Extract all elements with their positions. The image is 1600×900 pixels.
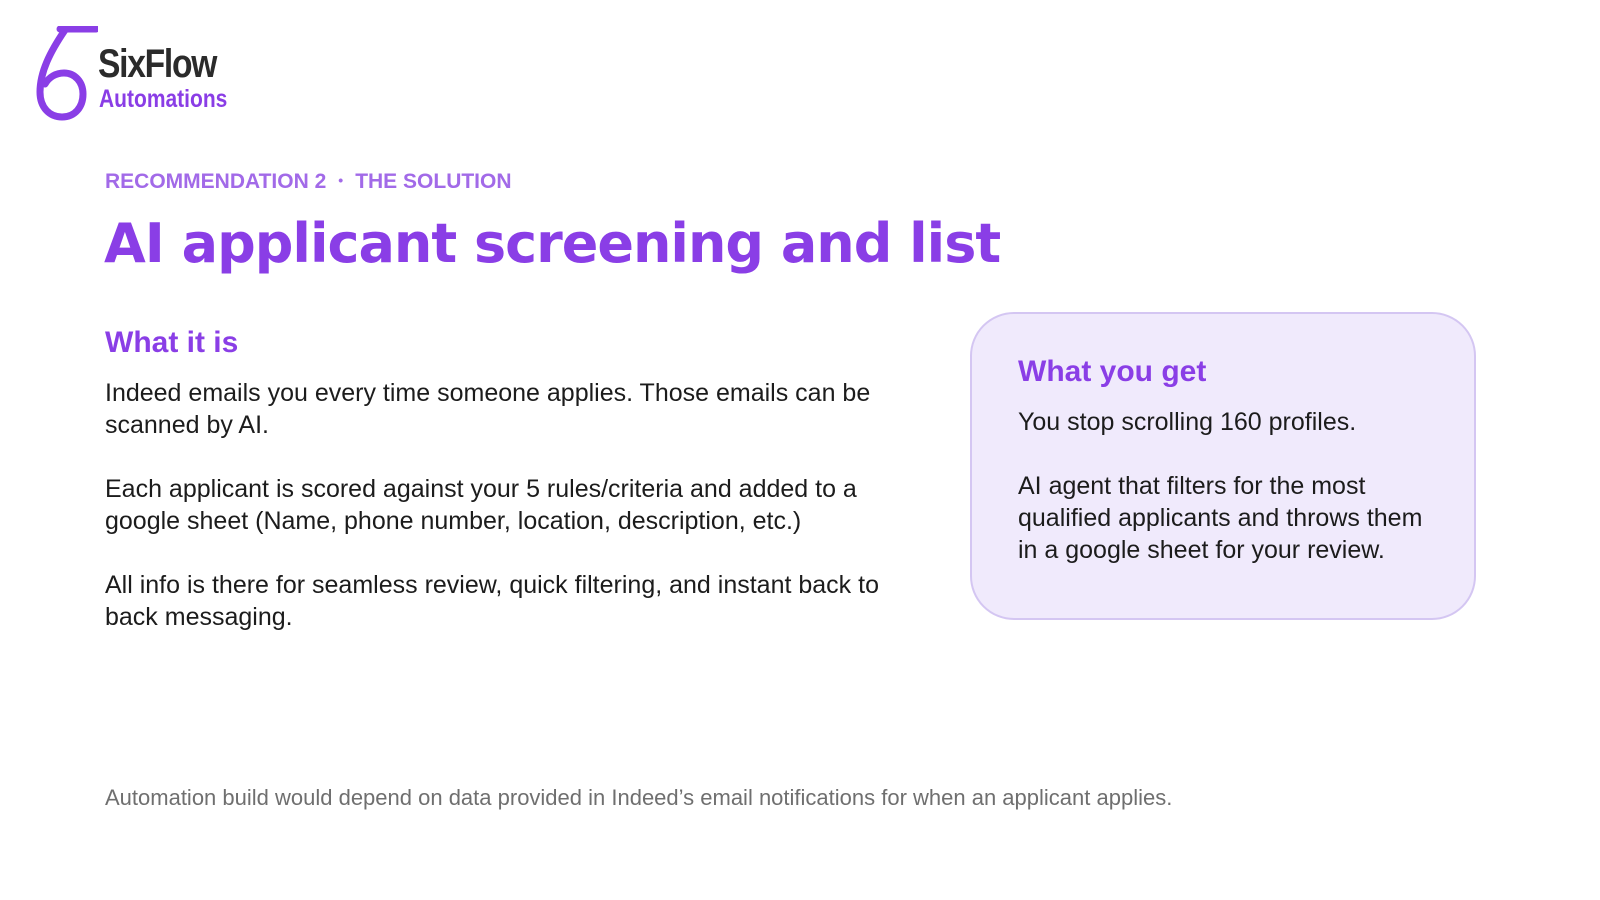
eyebrow-recommendation: RECOMMENDATION 2 [105,170,327,193]
eyebrow-separator: • [338,172,344,188]
what-it-is-paragraph: Indeed emails you every time someone applies. Those emails can be scanned by AI. [105,379,871,439]
what-it-is-heading: What it is [105,326,239,359]
page-title: AI applicant screening and list [104,212,1001,275]
eyebrow [105,171,512,192]
what-you-get-paragraph: You stop scrolling 160 profiles. [1018,408,1357,436]
brand-tagline: Automations [99,85,228,113]
what-you-get-heading: What you get [1018,355,1207,388]
footnote: Automation build would depend on data provided in Indeed’s email notifications for when an applicant applies. [105,785,1173,810]
eyebrow-section: THE SOLUTION [355,170,512,193]
what-it-is-section [105,328,885,665]
brand-name: SixFlow [98,42,217,86]
what-it-is-paragraph: Each applicant is scored against your 5 rules/criteria and added to a google sheet (Name, phone number, location, description, etc.) [105,475,857,535]
what-it-is-paragraph: All info is there for seamless review, quick filtering, and instant back to back messaging. [105,571,879,631]
brand-logo [36,26,246,121]
stylized-six-icon [36,26,98,121]
what-you-get-paragraph: AI agent that filters for the most qualified applicants and throws them in a google sheet for your review. [1018,472,1423,564]
what-you-get-card [970,312,1476,620]
